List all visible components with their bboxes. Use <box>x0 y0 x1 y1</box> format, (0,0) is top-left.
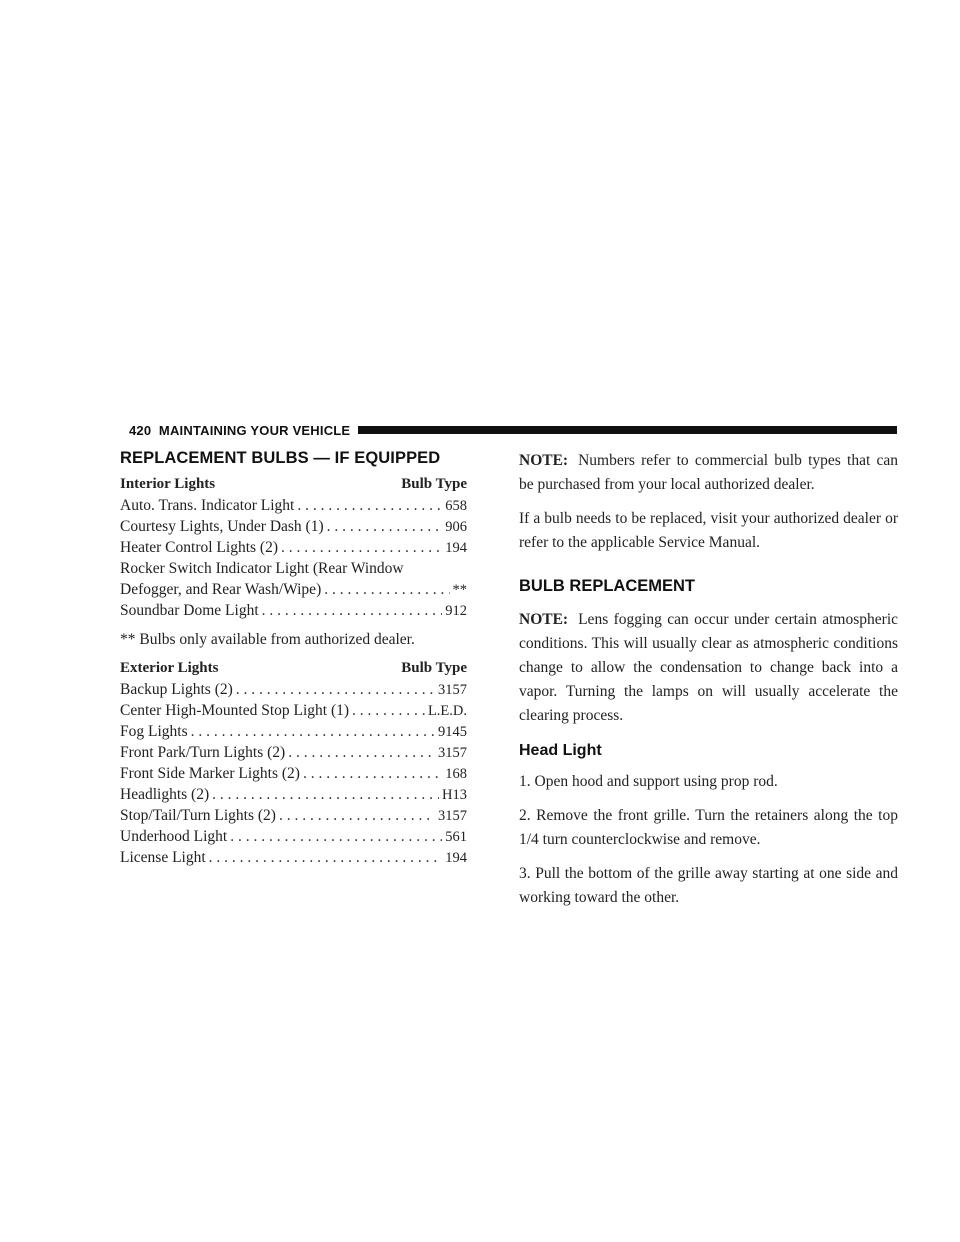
bulb-row: Front Side Marker Lights (2) . . . 168 <box>120 763 467 784</box>
exterior-lights-label: Exterior Lights <box>120 660 219 676</box>
note-commercial-types <box>519 449 898 497</box>
left-column <box>120 449 467 868</box>
bulb-row: Underhood Light . . . 561 <box>120 826 467 847</box>
leader-dots <box>324 579 449 600</box>
interior-lights-label: Interior Lights <box>120 476 216 492</box>
bulb-type-label: Bulb Type <box>401 660 467 676</box>
bulb-type: 561 <box>445 829 467 845</box>
replacement-bulbs-heading: REPLACEMENT BULBS — IF EQUIPPED <box>120 449 441 467</box>
bulb-row: Center High-Mounted Stop Light (1) . . . L.E.D. <box>120 700 467 721</box>
bulb-type: 906 <box>445 519 467 535</box>
interior-lights-header <box>120 474 467 495</box>
bulb-row: Heater Control Lights (2) . . . 194 <box>120 537 467 558</box>
leader-dots <box>209 847 443 868</box>
bulb-row-line1: Rocker Switch Indicator Light (Rear Window <box>120 560 404 577</box>
bulb-row: Courtesy Lights, Under Dash (1) . . . 906 <box>120 516 467 537</box>
page-header-text <box>129 423 350 438</box>
exterior-lights-header <box>120 658 467 679</box>
bulb-row: Defogger, and Rear Wash/Wipe) . . . ** <box>120 579 467 600</box>
bulb-type: H13 <box>442 787 467 803</box>
bulb-row: Soundbar Dome Light . . . 912 <box>120 600 467 621</box>
bulb-type: ** <box>452 582 467 598</box>
bulb-type: 3157 <box>438 745 467 761</box>
bulb-type: 9145 <box>438 724 467 740</box>
page-number: 420 <box>129 422 152 438</box>
bulb-row: Auto. Trans. Indicator Light . . . 658 <box>120 495 467 516</box>
step-1: 1. Open hood and support using prop rod. <box>519 773 778 790</box>
dealer-paragraph: If a bulb needs to be replaced, visit your authorized dealer or refer to the applicable Service Manual. <box>519 510 898 551</box>
note-text: Numbers refer to commercial bulb types that can be purchased from your local authorized dealer. <box>519 452 898 493</box>
step-2: 2. Remove the front grille. Turn the retainers along the top 1/4 turn counterclockwise and remove. <box>519 807 898 848</box>
bulb-type: 3157 <box>438 682 467 698</box>
chapter-title: MAINTAINING YOUR VEHICLE <box>158 422 351 438</box>
leader-dots <box>297 495 442 516</box>
bulb-row: Front Park/Turn Lights (2) . . . 3157 <box>120 742 467 763</box>
note-text: Lens fogging can occur under certain atmospheric conditions. This will usually clear as atmospheric conditions change to allow the condensation to change back into a vapor. Turning the lamps on will usually accelerate the clearing process. <box>519 611 898 724</box>
bulb-type: 912 <box>445 603 467 619</box>
bulb-type: 194 <box>445 540 467 556</box>
bulb-type: 194 <box>445 850 467 866</box>
note-label: NOTE: <box>519 452 569 469</box>
bulb-row: License Light . . . 194 <box>120 847 467 868</box>
note-lens-fogging <box>519 608 898 728</box>
leader-dots <box>327 516 443 537</box>
right-column <box>519 449 898 920</box>
leader-dots <box>303 763 442 784</box>
leader-dots <box>279 805 435 826</box>
note-label: NOTE: <box>519 611 569 628</box>
bulb-type: 168 <box>445 766 467 782</box>
header-rule <box>358 426 897 434</box>
leader-dots <box>281 537 442 558</box>
bulb-row: Headlights (2) . . . H13 <box>120 784 467 805</box>
leader-dots <box>352 700 425 721</box>
bulb-type-label: Bulb Type <box>401 476 467 492</box>
leader-dots <box>288 742 435 763</box>
bulb-row: Fog Lights . . . 9145 <box>120 721 467 742</box>
leader-dots <box>212 784 439 805</box>
leader-dots <box>191 721 435 742</box>
head-light-subheading: Head Light <box>519 742 602 759</box>
bulb-type: L.E.D. <box>427 703 467 719</box>
leader-dots <box>262 600 443 621</box>
bulb-row: Stop/Tail/Turn Lights (2) . . . 3157 <box>120 805 467 826</box>
leader-dots <box>230 826 442 847</box>
page-header <box>129 419 897 441</box>
bulb-type: 658 <box>445 498 467 514</box>
footnote: ** Bulbs only available from authorized dealer. <box>120 631 415 648</box>
leader-dots <box>236 679 435 700</box>
bulb-replacement-heading: BULB REPLACEMENT <box>519 577 695 595</box>
bulb-row: Backup Lights (2) . . . 3157 <box>120 679 467 700</box>
step-3: 3. Pull the bottom of the grille away starting at one side and working toward the other. <box>519 865 898 906</box>
bulb-type: 3157 <box>438 808 467 824</box>
